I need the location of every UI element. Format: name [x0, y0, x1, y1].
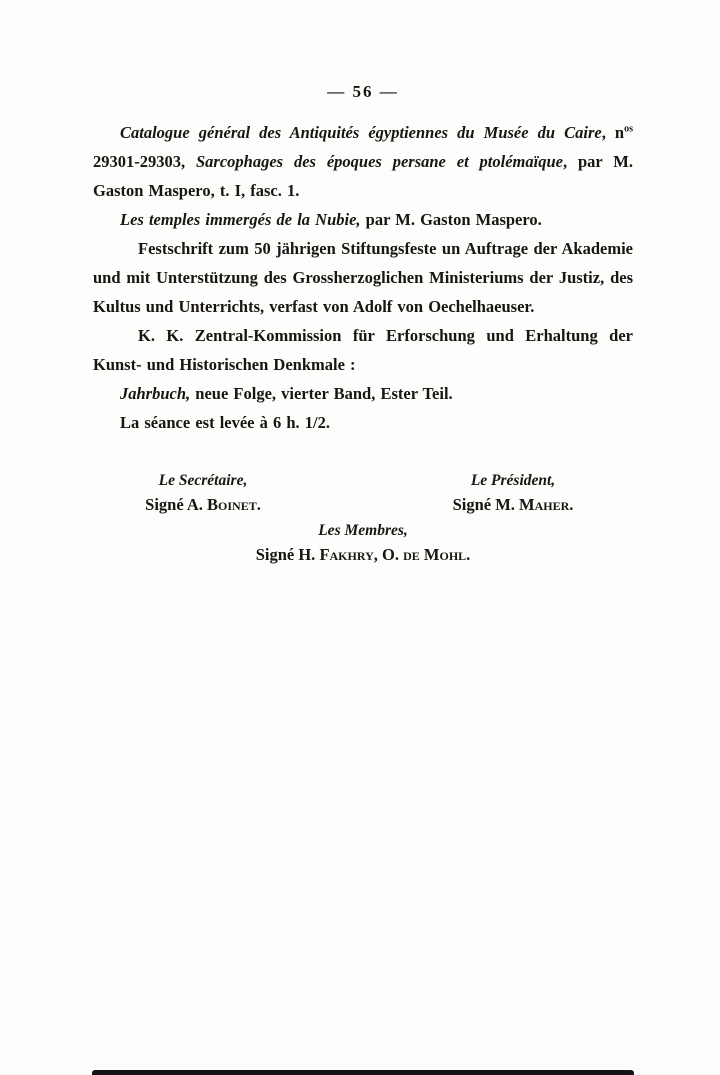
- page-number: — 56 —: [327, 82, 399, 101]
- catalogue-author: , par M. Gaston Maspero, t. I, fasc. 1.: [93, 152, 633, 200]
- paragraph-closing: La séance est levée à 6 h. 1/2.: [120, 413, 331, 432]
- secretary-name: Boinet: [207, 495, 257, 514]
- members-role: Les Membres,: [318, 522, 408, 539]
- scan-edge-artifact: [92, 1070, 634, 1075]
- catalogue-number-superscript: os: [624, 123, 633, 135]
- members-signed: [93, 543, 633, 567]
- signature-row: [93, 469, 633, 517]
- book-title-catalogue: Catalogue général des Antiquités égyptiennes du Musée du Caire: [120, 123, 602, 142]
- book-title-temples: Les temples immergés de la Nubie,: [120, 210, 361, 229]
- signature-members: [93, 519, 633, 567]
- members-name-fakhry: Fakhry: [319, 545, 374, 564]
- president-name: Maher: [519, 495, 570, 514]
- president-signed-prefix: Signé M.: [452, 495, 520, 514]
- members-particle-de: de: [403, 545, 420, 564]
- page-content: [93, 82, 633, 567]
- members-mid: , O.: [373, 545, 404, 564]
- president-signed: [428, 493, 598, 517]
- president-role: Le Président,: [470, 472, 556, 489]
- signature-president: [428, 469, 598, 517]
- paragraph-catalogue: [93, 118, 633, 205]
- jahrbuch-details: neue Folge, vierter Band, Ester Teil.: [190, 384, 453, 403]
- members-name-mohl: Mohl: [423, 545, 467, 564]
- paragraph-temples: [93, 205, 633, 234]
- members-signed-suffix: .: [466, 545, 471, 564]
- secretary-signed-suffix: .: [256, 495, 261, 514]
- president-signed-suffix: .: [569, 495, 574, 514]
- book-subtitle-sarcophages: Sarcophages des époques persane et ptolémaïque: [196, 152, 563, 171]
- signature-block: [93, 469, 633, 567]
- secretary-signed-prefix: Signé A.: [145, 495, 208, 514]
- signature-secretary: [118, 469, 288, 517]
- catalogue-number-abbrev: , n: [601, 123, 625, 142]
- paragraph-kommission: K. K. Zentral-Kommission für Erforschung und Erhaltung der Kunst- und Historischen Denkmale :: [93, 326, 633, 374]
- secretary-role: Le Secrétaire,: [158, 472, 248, 489]
- paragraph-jahrbuch: [93, 379, 633, 408]
- members-signed-prefix: Signé H.: [255, 545, 320, 564]
- paragraph-festschrift: Festschrift zum 50 jährigen Stiftungsfeste un Auftrage der Akademie und mit Unterstützung des Grossherzoglichen Ministeriums der Justiz, des Kultus und Unterrichts, verfast von Adolf von Oechelhaeuser.: [93, 239, 633, 316]
- temples-author: par M. Gaston Maspero.: [360, 210, 542, 229]
- book-title-jahrbuch: Jahrbuch,: [120, 384, 191, 403]
- catalogue-numbers: 29301-29303,: [93, 152, 196, 171]
- secretary-signed: [118, 493, 288, 517]
